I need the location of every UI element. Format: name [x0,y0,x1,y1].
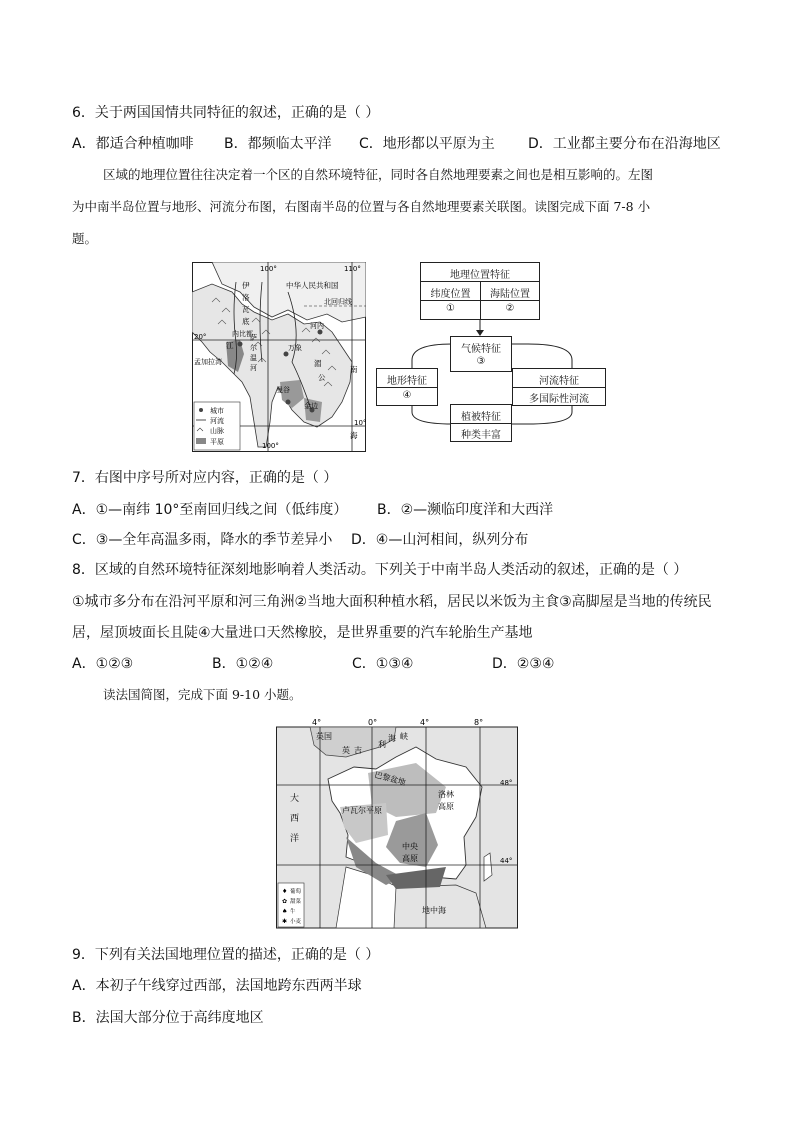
q8-text1: ①城市多分布在沿河平原和河三角洲②当地大面积种植水稻，居民以米饭为主食③高脚屋是当地的传统民 [72,594,712,610]
map2-da: 大 [290,794,300,804]
map2-central-1: 中央 [402,842,418,851]
indochina-map [192,262,366,452]
q9-option-b: B．法国大部分位于高纬度地区 [72,1010,264,1026]
q6-option-a: A．都适合种植咖啡 [72,136,194,152]
legend-cattle: 牛 [290,909,296,915]
map1-label-hanoi: 河内 [310,322,324,330]
q7-option-a: A．①—南纬 10°至南回归线之间（低纬度） [72,502,348,518]
q7-stem: 7．右图中序号所对应内容，正确的是（ ） [72,470,338,486]
map1-lat-10: 10° [354,419,366,427]
map1-label-bay-of-bengal: 孟加拉湾 [194,358,222,366]
svg-text:♦: ♦ [282,888,288,895]
map1-lon-100-top: 100° [260,265,277,273]
q9-stem: 9．下列有关法国地理位置的描述，正确的是（ ） [72,947,380,963]
legend-city: 城市 [210,407,224,415]
map1-label-hai: 海 [350,431,358,440]
city-vientiane [284,352,289,357]
legend-grape: 葡萄 [290,889,302,895]
flow-river-sub: 多国际性河流 [529,394,589,405]
intro78-line3: 题。 [72,231,98,246]
map1-label-he: 河 [250,364,257,372]
flow-climate: 气候特征 [461,344,501,355]
map1-label-sa: 萨 [250,334,257,342]
flow-location-box [420,262,540,320]
q7-option-b: B．②—濒临印度洋和大西洋 [377,502,554,518]
q8-stem: 8．区域的自然环境特征深刻地影响着人类活动。下列关于中南半岛人类活动的叙述，正确的是（ ） [72,562,688,578]
map2-lat-48: 48° [500,779,513,787]
flow-river-box [512,368,606,406]
flow-river: 河流特征 [539,376,579,387]
q8-option-b: B．①②④ [212,656,274,672]
map2-lon-0: 0° [368,718,378,727]
legend-beet: 甜菜 [290,899,302,905]
flow-diagram [372,262,608,442]
map2-lorraine-1: 洛林 [438,790,454,799]
map1-label-naypyidaw: 内比都 [232,330,253,338]
q6-option-c: C．地形都以平原为主 [359,136,495,152]
intro910: 读法国简图，完成下面 9-10 小题。 [103,687,302,702]
map2-legend [278,883,304,927]
q6-stem: 6．关于两国国情共同特征的叙述，正确的是（ ） [72,105,380,121]
legend-wheat: 小麦 [290,919,302,925]
map1-label-yi: 伊 [242,281,250,290]
q8-option-d: D．②③④ [492,656,555,672]
map2-hai: 海 [388,734,396,743]
flow-terrain: 地形特征 [387,376,427,387]
q8-option-a: A．①②③ [72,656,134,672]
flow-vegetation-box [450,404,512,442]
map2-lon-4e: 4° [420,718,430,727]
q7-option-c: C．③—全年高温多雨，降水的季节差异小 [72,532,333,548]
map1-label-er: 尔 [250,344,257,352]
flow-veg: 植被特征 [461,412,501,423]
map1-tropic-label: 北回归线 [324,298,352,306]
map1-label-vientiane: 万象 [288,344,302,352]
map1-label-mei: 湄 [314,359,322,368]
svg-text:♠: ♠ [282,908,288,915]
map1-lon-110-top: 110° [344,265,361,273]
q8-options [72,655,672,673]
map2-loire-plain: 卢瓦尔平原 [342,806,382,815]
q8-option-c: C．①③④ [352,656,414,672]
map2-central-2: 高原 [402,854,418,863]
map1-label-bangkok: 曼谷 [276,386,290,394]
q6-option-d: D．工业都主要分布在沿海地区 [528,136,721,152]
map1-label-di: 底 [242,317,250,326]
map2-paris-basin: 巴黎盆地 [373,770,407,788]
map1-legend [194,402,240,450]
q7-option-d: D．④—山河相间，纵列分布 [351,532,529,548]
map1-label-luo: 洛 [242,293,250,302]
map2-yang: 洋 [290,834,300,844]
city-bangkok [286,400,291,405]
city-hanoi [318,330,323,335]
svg-text:✱: ✱ [282,918,288,925]
legend-plain: 平原 [210,438,224,446]
map2-lon-8e: 8° [474,718,484,727]
flow-num3: ③ [476,356,486,367]
map2-lat-44: 44° [500,857,513,865]
flow-num1: ① [446,303,455,314]
flow-num2: ② [505,303,515,314]
map2-lon-4w: 4° [312,718,322,727]
flow-climate-box [450,336,512,372]
map1-label-phnompenh: 金边 [304,402,318,410]
q6-option-b: B．都频临太平洋 [224,136,332,152]
map1-country-label: 中华人民共和国 [286,281,339,290]
legend-mountain: 山脉 [210,427,224,435]
map1-label-jiang: 江 [226,341,234,350]
map1-label-wen: 温 [250,354,257,362]
map2-xia: 峡 [400,732,408,741]
q6-options [72,135,732,153]
map1-lat-20: 20° [194,333,207,341]
map2-xi: 西 [290,814,300,824]
intro78-line2: 为中南半岛位置与地形、河流分布图，右图南半岛的位置与各自然地理要素关联图。读图完成下面 7-8 小 [72,199,651,214]
map1-lon-100-bottom: 100° [262,442,279,450]
svg-text:✿: ✿ [282,898,288,905]
map2-mediterranean: 地中海 [422,906,446,915]
map1-label-gong: 公 [318,373,326,382]
map2-ying: 英 [342,746,350,755]
intro78-line1: 区域的地理位置往往决定着一个区的自然环境特征，同时各自然地理要素之间也是相互影响的。左图 [103,167,654,182]
q8-text2: 居，屋顶坡面长且陡④大量进口天然橡胶，是世界重要的汽车轮胎生产基地 [72,625,533,641]
map2-li: 利 [378,740,386,749]
map2-uk: 英国 [316,732,332,741]
city-naypyidaw [238,342,243,347]
q9-option-a: A．本初子午线穿过西部，法国地跨东西两半球 [72,978,362,994]
map2-ji: 吉 [354,746,362,755]
map2-lorraine-2: 高原 [438,802,454,811]
flow-location-title: 地理位置特征 [450,270,510,281]
map1-label-nan: 南 [350,365,358,374]
france-map [276,717,518,929]
flow-veg-sub: 种类丰富 [461,430,501,441]
flow-latitude: 纬度位置 [430,289,471,300]
flow-num4: ④ [402,390,412,401]
flow-terrain-box [376,368,438,406]
flow-landsea: 海陆位置 [490,289,530,300]
legend-river: 河流 [210,417,224,425]
map1-label-wa: 瓦 [242,305,250,314]
